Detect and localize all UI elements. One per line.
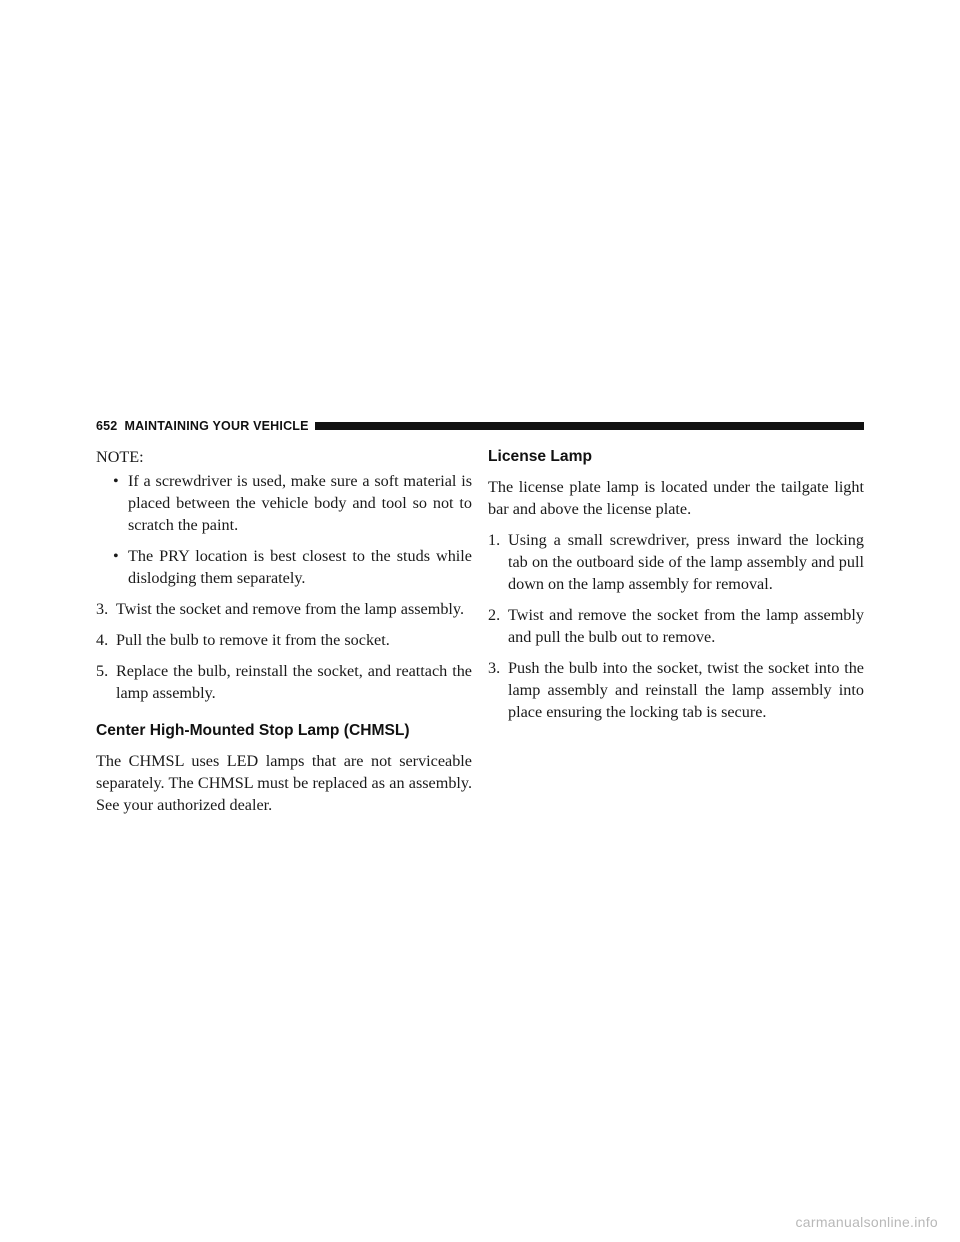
watermark: carmanualsonline.info [795, 1214, 938, 1230]
bullet-text: If a screwdriver is used, make sure a soft material is placed between the vehicle body and tool so not to scratch the paint. [128, 472, 472, 534]
license-lamp-intro: The license plate lamp is located under the tailgate light bar and above the license plate. [488, 478, 864, 518]
step-item [488, 604, 864, 648]
note-label: NOTE: [96, 448, 144, 466]
step-number: 2. [488, 606, 501, 624]
step-item [96, 660, 472, 704]
bullet-item [96, 545, 472, 589]
bullet-icon: • [113, 547, 119, 565]
right-column [488, 446, 864, 732]
step-text: Twist the socket and remove from the lamp assembly. [116, 600, 465, 618]
step-text: Push the bulb into the socket, twist the socket into the lamp assembly and reinstall the lamp assembly into place ensuring the locking tab is secure. [508, 659, 864, 721]
step-number: 1. [488, 531, 501, 549]
chmsl-heading: Center High-Mounted Stop Lamp (CHMSL) [96, 722, 410, 739]
page-number: 652 [96, 419, 118, 433]
step-text: Using a small screwdriver, press inward the locking tab on the outboard side of the lamp assembly and pull down on the lamp assembly for removal. [508, 531, 864, 593]
step-text: Twist and remove the socket from the lamp assembly and pull the bulb out to remove. [508, 606, 864, 646]
step-item [488, 529, 864, 595]
step-number: 5. [96, 662, 109, 680]
step-text: Pull the bulb to remove it from the socket. [116, 631, 390, 649]
license-lamp-heading: License Lamp [488, 448, 592, 465]
bullet-icon: • [113, 472, 119, 490]
step-number: 4. [96, 631, 109, 649]
step-text: Replace the bulb, reinstall the socket, and reattach the lamp assembly. [116, 662, 472, 702]
left-column [96, 446, 472, 825]
section-title: MAINTAINING YOUR VEHICLE [124, 419, 309, 433]
step-item [96, 598, 472, 620]
chmsl-paragraph: The CHMSL uses LED lamps that are not serviceable separately. The CHMSL must be replaced as an assembly. See your authorized dealer. [96, 752, 472, 814]
header-rule [315, 422, 864, 430]
step-item [488, 657, 864, 723]
bullet-item [96, 470, 472, 536]
step-number: 3. [488, 659, 501, 677]
step-number: 3. [96, 600, 109, 618]
page-header [96, 419, 864, 433]
bullet-text: The PRY location is best closest to the studs while dislodging them separately. [128, 547, 472, 587]
step-item [96, 629, 472, 651]
